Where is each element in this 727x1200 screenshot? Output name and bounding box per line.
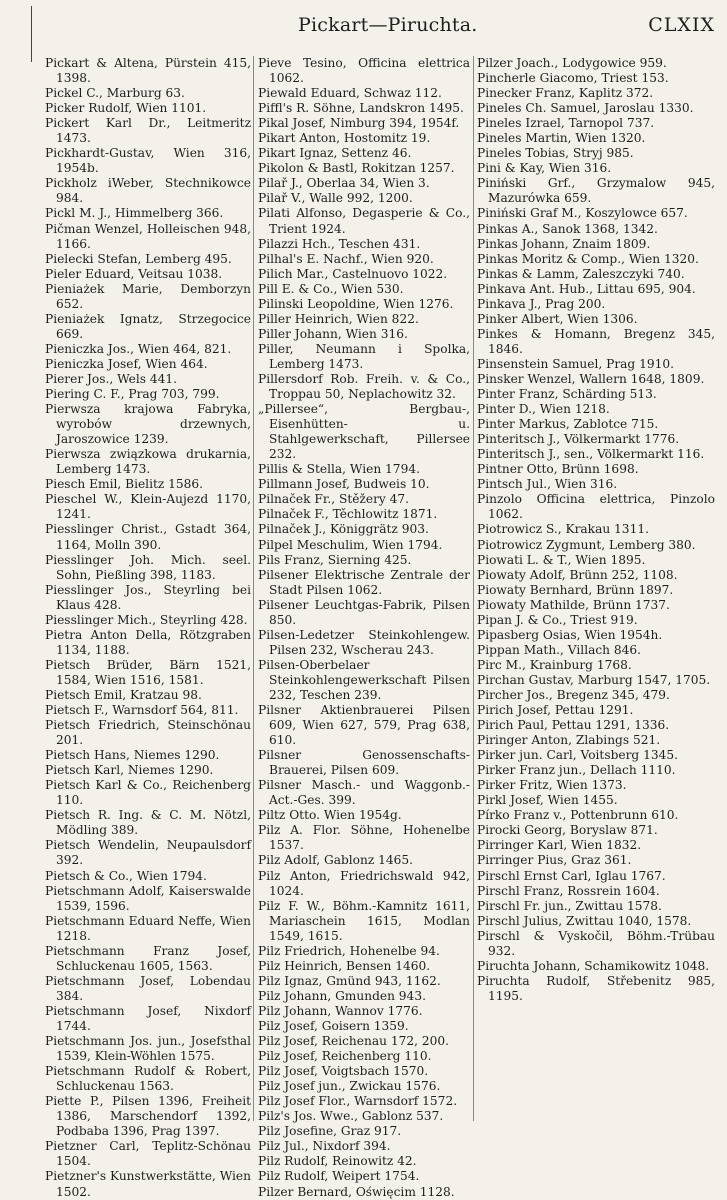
directory-entry: Pietschmann Josef, Lobendau 384. bbox=[45, 973, 251, 1003]
directory-entry: Piruchta Rudolf, Střebenitz 985, 1195. bbox=[477, 973, 715, 1003]
directory-entry: Pikart Ignaz, Settenz 46. bbox=[258, 146, 412, 161]
directory-entry: Pilz F. W., Böhm.-Kamnitz 1611, Mariaschein 1615, Modlan 1549, 1615. bbox=[258, 898, 470, 943]
directory-entry: Pillmann Josef, Budweis 10. bbox=[258, 477, 430, 492]
directory-entry: Pietzner's Kunstwerkstätte, Wien 1502. bbox=[45, 1169, 251, 1199]
directory-entry: Pilich Mar., Castelnuovo 1022. bbox=[258, 266, 448, 281]
directory-entry: Pieschel W., Klein-Aujezd 1170, 1241. bbox=[45, 492, 251, 522]
directory-entry: Pirringer Pius, Graz 361. bbox=[477, 853, 632, 868]
directory-entry: Pinter D., Wien 1218. bbox=[477, 402, 610, 417]
directory-entry: Pietsch & Co., Wien 1794. bbox=[45, 868, 207, 883]
directory-entry: Pilazzi Hch., Teschen 431. bbox=[258, 236, 421, 251]
directory-entry: Pinkava Ant. Hub., Littau 695, 904. bbox=[477, 281, 696, 296]
directory-entry: Pirich Josef, Pettau 1291. bbox=[477, 703, 634, 718]
directory-entry: Pinkas & Lamm, Zaleszczyki 740. bbox=[477, 266, 685, 281]
column-divider bbox=[253, 56, 254, 1121]
directory-entry: Piowaty Adolf, Brünn 252, 1108. bbox=[477, 567, 678, 582]
directory-entry: Pietzner Carl, Teplitz-Schönau 1504. bbox=[45, 1139, 251, 1169]
directory-entry: Piruchta Johann, Schamikowitz 1048. bbox=[477, 958, 710, 973]
directory-entry: Pirschl Fr. jun., Zwittau 1578. bbox=[477, 898, 662, 913]
directory-entry: Pinkas Johann, Znaim 1809. bbox=[477, 236, 651, 251]
directory-entry: Pilhal's E. Nachf., Wien 920. bbox=[258, 251, 434, 266]
column-2 bbox=[258, 56, 470, 1199]
directory-entry: Piewald Eduard, Schwaz 112. bbox=[258, 86, 442, 101]
directory-entry: Pirchan Gustav, Marburg 1547, 1705. bbox=[477, 672, 711, 687]
directory-entry: Pilz Adolf, Gablonz 1465. bbox=[258, 853, 414, 868]
directory-entry: Piltz Otto. Wien 1954g. bbox=[258, 808, 402, 823]
directory-entry: Pikart Anton, Hostomitz 19. bbox=[258, 131, 431, 146]
directory-entry: Pilpel Meschulim, Wien 1794. bbox=[258, 537, 443, 552]
directory-entry: Pirker Franz jun., Dellach 1110. bbox=[477, 763, 676, 778]
directory-entry: Pinzolo Officina elettrica, Pinzolo 1062. bbox=[477, 492, 715, 522]
directory-entry: Pietschmann Adolf, Kaiserswalde 1539, 1596. bbox=[45, 883, 251, 913]
directory-entry: Pilinski Leopoldine, Wien 1276. bbox=[258, 296, 454, 311]
directory-entry: Pineles Izrael, Tarnopol 737. bbox=[477, 116, 655, 131]
directory-entry: Pilz Anton, Friedrichswald 942, 1024. bbox=[258, 868, 470, 898]
directory-entry: Pietschmann Eduard Neffe, Wien 1218. bbox=[45, 913, 251, 943]
directory-entry: Pietsch Hans, Niemes 1290. bbox=[45, 748, 220, 763]
directory-entry: Pilz Ignaz, Gmünd 943, 1162. bbox=[258, 973, 441, 988]
column-1 bbox=[45, 56, 251, 1199]
directory-entry: Pilz Friedrich, Hohenelbe 94. bbox=[258, 943, 440, 958]
directory-entry: Pickert Karl Dr., Leitmeritz 1473. bbox=[45, 116, 251, 146]
directory-entry: Piringer Anton, Zlabings 521. bbox=[477, 733, 661, 748]
directory-entry: Pilsen-Oberbelaer Steinkohlengewerkschaft Pilsen 232, Teschen 239. bbox=[258, 657, 470, 702]
directory-entry: Pilz Josef, Reichenau 172, 200. bbox=[258, 1034, 449, 1049]
directory-entry: Piesslinger Mich., Steyrling 428. bbox=[45, 612, 248, 627]
directory-entry: Pickart & Altena, Pürstein 415, 1398. bbox=[45, 56, 251, 86]
page-header bbox=[0, 0, 727, 54]
directory-entry: Piette P., Pilsen 1396, Freiheit 1386, Marschendorf 1392, Podbaba 1396, Prag 1397. bbox=[45, 1094, 251, 1139]
directory-entry: Pillis & Stella, Wien 1794. bbox=[258, 462, 420, 477]
directory-entry: Pietsch Brüder, Bärn 1521, 1584, Wien 1516, 1581. bbox=[45, 657, 251, 687]
directory-entry: Pinteritsch J., sen., Völkermarkt 116. bbox=[477, 447, 705, 462]
directory-entry: Piesslinger Joh. Mich. seel. Sohn, Pießling 398, 1183. bbox=[45, 552, 251, 582]
directory-entry: Pilz Josef, Voigtsbach 1570. bbox=[258, 1064, 429, 1079]
directory-entry: Pinteritsch J., Völkermarkt 1776. bbox=[477, 432, 680, 447]
directory-entry: Piering C. F., Prag 703, 799. bbox=[45, 387, 220, 402]
directory-entry: Pieniażek Marie, Demborzyn 652. bbox=[45, 281, 251, 311]
directory-entry: Pillersdorf Rob. Freih. v. & Co., Troppau 50, Neplachowitz 32. bbox=[258, 371, 470, 402]
directory-entry: Pintner Otto, Brünn 1698. bbox=[477, 462, 639, 477]
directory-entry: Pilsener Elektrische Zentrale der Stadt Pilsen 1062. bbox=[258, 567, 470, 597]
directory-entry: Pieniażek Ignatz, Strzegocice 669. bbox=[45, 311, 251, 341]
directory-entry: Pilsener Leuchtgas-Fabrik, Pilsen 850. bbox=[258, 597, 470, 627]
directory-entry: Pilsner Masch.- und Waggonb.-Act.-Ges. 399. bbox=[258, 778, 470, 808]
directory-entry: Pietschmann Josef, Nixdorf 1744. bbox=[45, 1003, 251, 1033]
directory-entry: Pirich Paul, Pettau 1291, 1336. bbox=[477, 718, 670, 733]
directory-entry: Pinter Franz, Schärding 513. bbox=[477, 387, 657, 402]
directory-entry: Pilz Rudolf, Reinowitz 42. bbox=[258, 1154, 417, 1169]
directory-entry: Pils Franz, Sierning 425. bbox=[258, 552, 412, 567]
column-3 bbox=[477, 56, 715, 1121]
directory-entry: Piniński Grf., Grzymalow 945, Mazurówka 659. bbox=[477, 176, 715, 206]
directory-entry: Pilati Alfonso, Degasperie & Co., Trient 1924. bbox=[258, 206, 470, 236]
directory-entry: Pilz Heinrich, Bensen 1460. bbox=[258, 958, 431, 973]
directory-entry: Pilz's Jos. Wwe., Gablonz 537. bbox=[258, 1109, 444, 1124]
directory-entry: Pietsch Friedrich, Steinschönau 201. bbox=[45, 718, 251, 748]
directory-entry: Pilz Jul., Nixdorf 394. bbox=[258, 1139, 391, 1154]
directory-entry: Pietschmann Jos. jun., Josefsthal 1539, Klein-Wöhlen 1575. bbox=[45, 1034, 251, 1064]
directory-entry: Pilař V., Walle 992, 1200. bbox=[258, 191, 413, 206]
directory-entry: Pietschmann Rudolf & Robert, Schluckenau 1563. bbox=[45, 1064, 251, 1094]
directory-entry: Piesslinger Jos., Steyrling bei Klaus 428. bbox=[45, 582, 251, 612]
directory-entry: Pirker jun. Carl, Voitsberg 1345. bbox=[477, 748, 678, 763]
directory-entry: Pinsker Wenzel, Wallern 1648, 1809. bbox=[477, 371, 705, 386]
directory-entry: Pippan Math., Villach 846. bbox=[477, 642, 642, 657]
directory-entry: Pierer Jos., Wels 441. bbox=[45, 371, 178, 386]
directory-entry: Pilsner Aktienbrauerei Pilsen 609, Wien 627, 579, Prag 638, 610. bbox=[258, 703, 470, 748]
directory-entry: Piowaty Mathilde, Brünn 1737. bbox=[477, 597, 670, 612]
directory-entry: Pill E. & Co., Wien 530. bbox=[258, 281, 404, 296]
directory-entry: Pieniczka Jos., Wien 464, 821. bbox=[45, 341, 232, 356]
directory-entry: Pilnaček Fr., Stěžery 47. bbox=[258, 492, 410, 507]
page-number: CLXIX bbox=[648, 14, 715, 36]
directory-entry: Pičman Wenzel, Holleischen 948, 1166. bbox=[45, 221, 251, 251]
directory-entry: Piller, Neumann i Spolka, Lemberg 1473. bbox=[258, 341, 470, 371]
directory-entry: Pilz Josef, Reichenberg 110. bbox=[258, 1049, 432, 1064]
directory-entry: Pietsch R. Ing. & C. M. Nötzl, Mödling 389. bbox=[45, 808, 251, 838]
directory-entry: Pietsch Wendelin, Neupaulsdorf 392. bbox=[45, 838, 251, 868]
directory-entry: Pickhardt-Gustav, Wien 316, 1954b. bbox=[45, 146, 251, 176]
directory-entry: Pierwsza związkowa drukarnia, Lemberg 1473. bbox=[45, 447, 251, 477]
directory-entry: Piesslinger Christ., Gstadt 364, 1164, Molln 390. bbox=[45, 522, 251, 552]
directory-entry: „Pillersee“, Bergbau-, Eisenhütten- u. Stahlgewerkschaft, Pillersee 232. bbox=[258, 402, 470, 462]
directory-entry: Pietschmann Franz Josef, Schluckenau 1605, 1563. bbox=[45, 943, 251, 973]
directory-entry: Pietsch F., Warnsdorf 564, 811. bbox=[45, 703, 239, 718]
directory-entry: Pilz Josef jun., Zwickau 1576. bbox=[258, 1079, 441, 1094]
directory-entry: Pilař J., Oberlaa 34, Wien 3. bbox=[258, 176, 430, 191]
directory-entry: Pieler Eduard, Veitsau 1038. bbox=[45, 266, 223, 281]
directory-entry: Pickl M. J., Himmelberg 366. bbox=[45, 206, 224, 221]
directory-entry: Pintsch Jul., Wien 316. bbox=[477, 477, 618, 492]
directory-entry: Pirschl & Vyskočil, Böhm.-Trübau 932. bbox=[477, 928, 715, 958]
directory-entry: Pirocki Georg, Boryslaw 871. bbox=[477, 823, 658, 838]
directory-entry: Pietra Anton Della, Rötzgraben 1134, 1188. bbox=[45, 627, 251, 657]
column-divider bbox=[473, 56, 474, 1121]
directory-entry: Pieve Tesino, Officina elettrica 1062. bbox=[258, 56, 470, 86]
header-left-rule bbox=[31, 6, 32, 62]
directory-entry: Pilz Rudolf, Weipert 1754. bbox=[258, 1169, 420, 1184]
directory-entry: Pineles Tobias, Stryj 985. bbox=[477, 146, 634, 161]
directory-entry: Pietsch Karl, Niemes 1290. bbox=[45, 763, 214, 778]
directory-entry: Piller Heinrich, Wien 822. bbox=[258, 311, 419, 326]
directory-entry: Pirschl Ernst Carl, Iglau 1767. bbox=[477, 868, 666, 883]
directory-entry: Picker Rudolf, Wien 1101. bbox=[45, 101, 207, 116]
directory-entry: Pikolon & Bastl, Rokitzan 1257. bbox=[258, 161, 455, 176]
directory-entry: Pinter Markus, Zablotce 715. bbox=[477, 417, 659, 432]
directory-entry: Pielecki Stefan, Lemberg 495. bbox=[45, 251, 232, 266]
directory-entry: Pincherle Giacomo, Triest 153. bbox=[477, 71, 669, 86]
directory-entry: Piller Johann, Wien 316. bbox=[258, 326, 408, 341]
directory-entry: Pilz Johann, Wannov 1776. bbox=[258, 1003, 423, 1018]
directory-entry: Pirschl Julius, Zwittau 1040, 1578. bbox=[477, 913, 692, 928]
directory-entry: Pickel C., Marburg 63. bbox=[45, 86, 185, 101]
directory-entry: Piotrowicz Zygmunt, Lemberg 380. bbox=[477, 537, 696, 552]
directory-entry: Piotrowicz S., Krakau 1311. bbox=[477, 522, 649, 537]
directory-entry: Pilz Josef Flor., Warnsdorf 1572. bbox=[258, 1094, 458, 1109]
directory-entry: Piesch Emil, Bielitz 1586. bbox=[45, 477, 204, 492]
directory-entry: Pinsenstein Samuel, Prag 1910. bbox=[477, 356, 674, 371]
directory-entry: Piowati L. & T., Wien 1895. bbox=[477, 552, 646, 567]
page-title: Pickart—Piruchta. bbox=[298, 14, 478, 36]
directory-entry: Pinkava J., Prag 200. bbox=[477, 296, 606, 311]
directory-entry: Pietsch Karl & Co., Reichenberg 110. bbox=[45, 778, 251, 808]
directory-entry: Pipan J. & Co., Triest 919. bbox=[477, 612, 638, 627]
directory-entry: Pilz Josefine, Graz 917. bbox=[258, 1124, 402, 1139]
directory-entry: Pirringer Karl, Wien 1832. bbox=[477, 838, 642, 853]
directory-entry: Piniński Graf M., Koszylowce 657. bbox=[477, 206, 688, 221]
directory-entry: Pilsner Genossenschafts-Brauerei, Pilsen 609. bbox=[258, 748, 470, 778]
directory-entry: Pinkas Moritz & Comp., Wien 1320. bbox=[477, 251, 699, 266]
directory-entry: Pilz Johann, Gmunden 943. bbox=[258, 988, 426, 1003]
directory-entry: Pirschl Franz, Rossrein 1604. bbox=[477, 883, 660, 898]
directory-entry: Pilnaček J., Königgrätz 903. bbox=[258, 522, 429, 537]
directory-entry: Pickholz iWeber, Stechnikowce 984. bbox=[45, 176, 251, 206]
directory-entry: Pipasberg Osias, Wien 1954h. bbox=[477, 627, 663, 642]
directory-entry: Pircher Jos., Bregenz 345, 479. bbox=[477, 687, 670, 702]
directory-entry: Pilzer Bernard, Oświęcim 1128. bbox=[258, 1184, 455, 1199]
directory-entry: Piowaty Bernhard, Brünn 1897. bbox=[477, 582, 674, 597]
directory-entry: Pietsch Emil, Kratzau 98. bbox=[45, 687, 202, 702]
directory-entry: Pirc M., Krainburg 1768. bbox=[477, 657, 632, 672]
directory-entry: Pinecker Franz, Kaplitz 372. bbox=[477, 86, 654, 101]
directory-entry: Pikal Josef, Nimburg 394, 1954f. bbox=[258, 116, 460, 131]
directory-entry: Pirker Fritz, Wien 1373. bbox=[477, 778, 627, 793]
directory-entry: Pinkas A., Sanok 1368, 1342. bbox=[477, 221, 658, 236]
directory-entry: Pilz A. Flor. Söhne, Hohenelbe 1537. bbox=[258, 823, 470, 853]
directory-columns bbox=[0, 56, 727, 1199]
directory-entry: Pilz Josef, Goisern 1359. bbox=[258, 1019, 409, 1033]
directory-entry: Piffl's R. Söhne, Landskron 1495. bbox=[258, 101, 464, 116]
directory-entry: Pineles Martin, Wien 1320. bbox=[477, 131, 646, 146]
directory-entry: Pinkes & Homann, Bregenz 345, 1846. bbox=[477, 326, 715, 356]
directory-entry: Pini & Kay, Wien 316. bbox=[477, 161, 612, 176]
directory-entry: Pinker Albert, Wien 1306. bbox=[477, 311, 638, 326]
directory-entry: Pilnaček F., Těchlowitz 1871. bbox=[258, 507, 438, 522]
directory-entry: Pieniczka Josef, Wien 464. bbox=[45, 356, 208, 371]
directory-entry: Pírko Franz v., Pottenbrunn 610. bbox=[477, 808, 679, 823]
directory-entry: Pilsen-Ledetzer Steinkohlengew. Pilsen 232, Wscherau 243. bbox=[258, 627, 470, 657]
directory-entry: Pilzer Joach., Lodygowice 959. bbox=[477, 56, 667, 70]
directory-entry: Pineles Ch. Samuel, Jaroslau 1330. bbox=[477, 101, 694, 116]
directory-entry: Pierwsza krajowa Fabryka, wyrobów drzewnych, Jaroszowice 1239. bbox=[45, 402, 251, 447]
directory-entry: Pirkl Josef, Wien 1455. bbox=[477, 793, 618, 808]
